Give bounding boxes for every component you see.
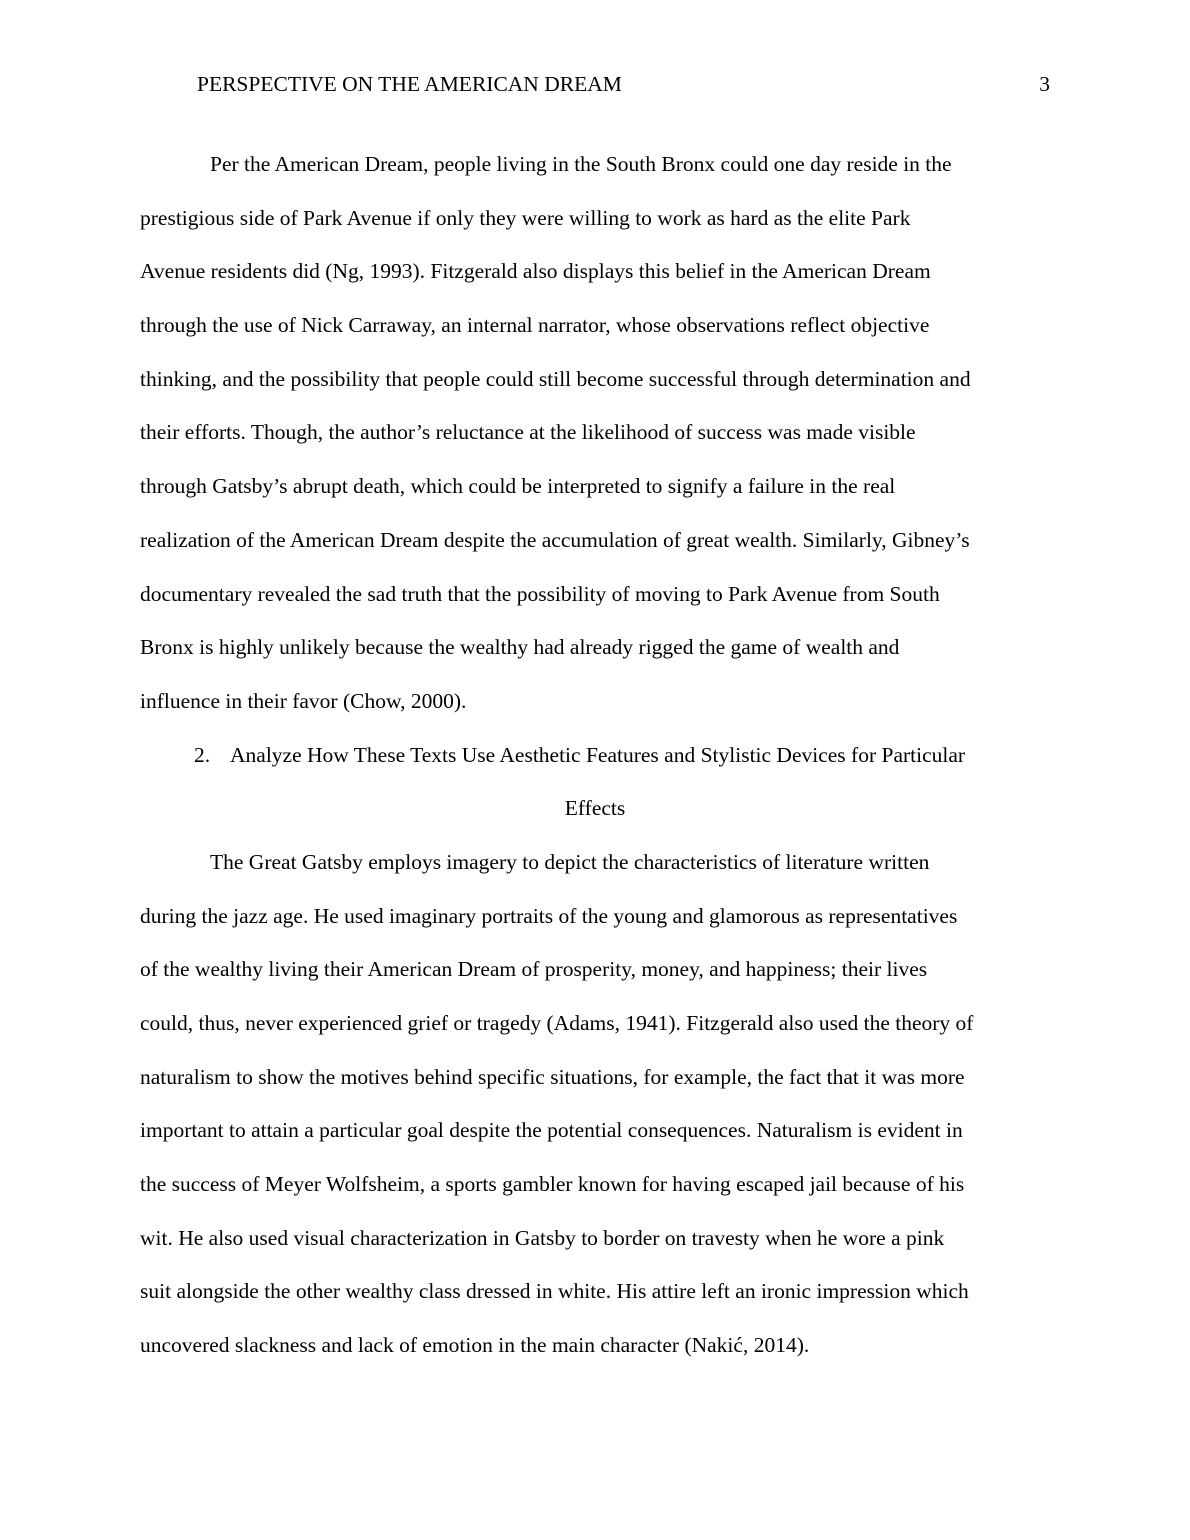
paragraph-line: suit alongside the other wealthy class dressed in white. His attire left an ironic impression which: [140, 1279, 969, 1304]
paragraph-2: [140, 836, 1050, 1373]
paragraph-line: through Gatsby’s abrupt death, which could be interpreted to signify a failure in the real: [140, 474, 896, 499]
paragraph-line: Bronx is highly unlikely because the wealthy had already rigged the game of wealth and: [140, 635, 900, 660]
paragraph-line: the success of Meyer Wolfsheim, a sports gambler known for having escaped jail because of his: [140, 1172, 965, 1197]
running-head: PERSPECTIVE ON THE AMERICAN DREAM: [197, 72, 622, 96]
heading-text: Analyze How These Texts Use Aesthetic Features and Stylistic Devices for Particular: [230, 742, 966, 767]
paragraph-line: The Great Gatsby employs imagery to depict the characteristics of literature written: [210, 849, 930, 874]
paragraph-line: naturalism to show the motives behind specific situations, for example, the fact that it was more: [140, 1064, 965, 1089]
paragraph-1: [140, 138, 1050, 729]
paragraph-line: influence in their favor (Chow, 2000).: [140, 688, 467, 713]
paragraph-line: during the jazz age. He used imaginary portraits of the young and glamorous as representatives: [140, 903, 958, 928]
paragraph-line: Per the American Dream, people living in the South Bronx could one day reside in the: [210, 152, 952, 176]
section-heading: [140, 729, 1050, 836]
heading-line-2: Effects: [564, 796, 626, 821]
paragraph-line: through the use of Nick Carraway, an internal narrator, whose observations reflect objective: [140, 313, 930, 338]
paragraph-line: realization of the American Dream despite the accumulation of great wealth. Similarly, Gibney’s: [140, 527, 970, 552]
paragraph-line: important to attain a particular goal despite the potential consequences. Naturalism is evident in: [140, 1118, 963, 1143]
paragraph-line: of the wealthy living their American Dream of prosperity, money, and happiness; their lives: [140, 957, 928, 982]
heading-number: 2.: [194, 742, 211, 767]
heading-line-1: [140, 729, 1050, 783]
paragraph-line: could, thus, never experienced grief or tragedy (Adams, 1941). Fitzgerald also used the theory of: [140, 1011, 974, 1035]
paragraph-line: documentary revealed the sad truth that the possibility of moving to Park Avenue from South: [140, 581, 940, 606]
paragraph-line: wit. He also used visual characterization in Gatsby to border on travesty when he wore a pink: [140, 1225, 945, 1250]
page-number: 3: [1039, 72, 1050, 96]
paragraph-line: thinking, and the possibility that people could still become successful through determination and: [140, 366, 971, 391]
body-text: [140, 138, 1050, 1373]
paragraph-line: their efforts. Though, the author’s reluctance at the likelihood of success was made visible: [140, 420, 916, 445]
paragraph-line: Avenue residents did (Ng, 1993). Fitzgerald also displays this belief in the American Dream: [140, 259, 931, 284]
paragraph-line: uncovered slackness and lack of emotion in the main character (Nakić, 2014).: [140, 1333, 810, 1358]
paragraph-line: prestigious side of Park Avenue if only they were willing to work as hard as the elite Park: [140, 205, 911, 230]
